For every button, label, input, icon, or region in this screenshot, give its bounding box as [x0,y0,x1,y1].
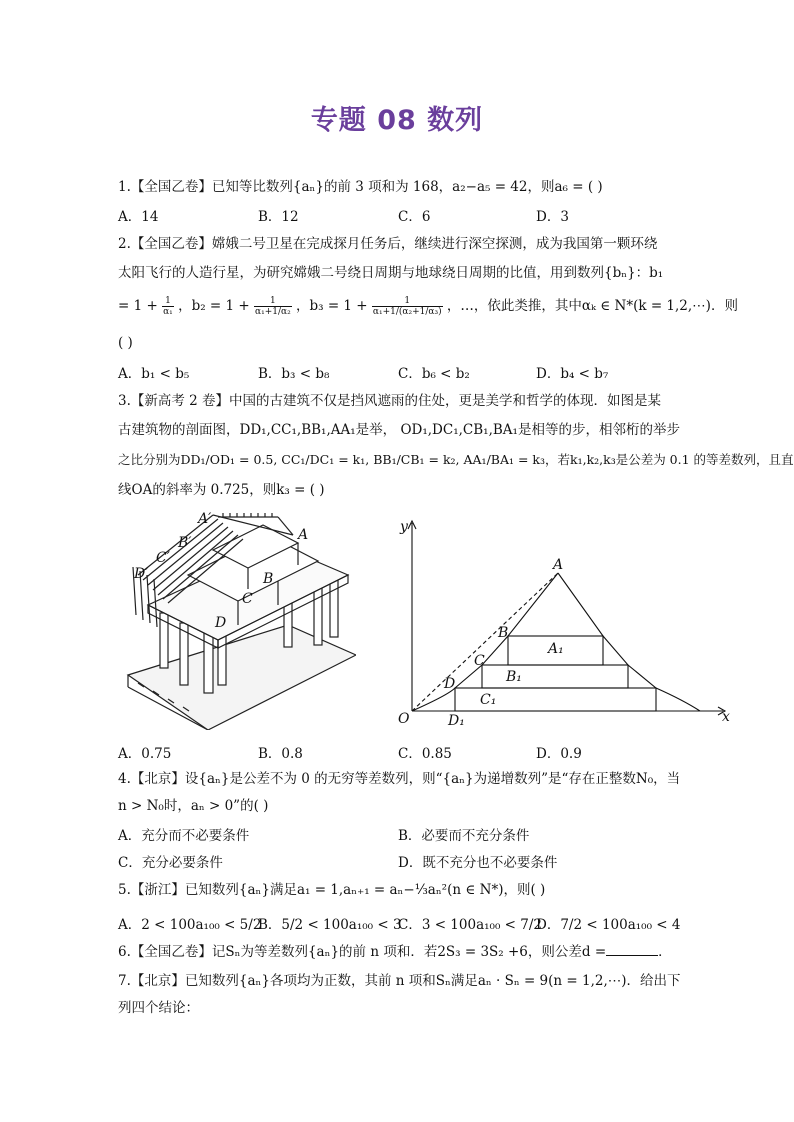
fig-right-label-a: A [553,557,564,573]
q7-line-1: 7.【北京】已知数列{aₙ}各项均为正数，其前 n 项和Sₙ满足aₙ · Sₙ = 9(n = 1,2,⋯)．给出下 [118,973,681,989]
q6-tail: ． [658,944,672,960]
q4-line-1: 4.【北京】设{aₙ}是公差不为 0 的无穷等差数列，则“{aₙ}为递增数列”是“存在正整数N₀，当 [118,771,681,787]
q6-stem: 6.【全国乙卷】记Sₙ为等差数列{aₙ}的前 n 项和．若2S₃ = 3S₂ +6，则公差d = [118,944,607,960]
q3-option-b: B．0.8 [258,746,303,762]
q3-option-d: D．0.9 [536,746,582,762]
q3-line-1: 3.【新高考 2 卷】中国的古建筑不仅是挡风遮雨的住处，更是美学和哲学的体现．如图是某 [118,393,662,409]
q2-line-1: 2.【全国乙卷】嫦娥二号卫星在完成探月任务后，继续进行深空探测，成为我国第一颗环绕 [118,236,658,252]
q3-line-3: 之比分别为DD₁/OD₁ = 0.5, CC₁/DC₁ = k₁, BB₁/CB₁ = k₂, AA₁/BA₁ = k₃，若k₁,k₂,k₃是公差为 0.1 的等差数列，且直 [118,452,794,467]
q2-option-d: D．b₄ < b₇ [536,366,609,382]
q4-option-c: C．充分必要条件 [118,855,223,871]
q4-option-a: A．充分而不必要条件 [118,828,250,844]
fig-right-label-b1: B₁ [506,669,522,685]
q6-line [118,943,678,961]
q1-option-c: C．6 [398,209,431,225]
fig-right-label-x: x [722,709,730,725]
fig-left-label-a-prime: A′ [198,511,212,527]
q4-option-d: D．既不充分也不必要条件 [398,855,558,871]
q3-option-c: C．0.85 [398,746,452,762]
fig-right-label-o: O [398,711,410,727]
q2-line-4: ( ) [118,335,133,351]
fig-right-label-d1: D₁ [448,713,465,729]
building-section-figure [118,505,356,730]
q5-option-c: C．3 < 100a₁₀₀ < 7/2 [398,917,542,933]
fig-left-label-c-prime: C′ [156,550,170,566]
fig-right-label-c1: C₁ [480,692,497,708]
q6-answer-blank[interactable] [606,943,658,956]
q5-option-d: D．7/2 < 100a₁₀₀ < 4 [536,917,681,933]
q3-line-4: 线OA的斜率为 0.725，则k₃ = ( ) [118,482,325,498]
q5-option-a: A．2 < 100a₁₀₀ < 5/2 [118,917,262,933]
q2-b3-fraction: $\frac{1}{\text{α₁+1/(α₂+1/α₃)}}$ [372,296,442,317]
q2-option-c: C．b₆ < b₂ [398,366,470,382]
q2-line-2: 太阳飞行的人造行星，为研究嫦娥二号绕日周期与地球绕日周期的比值，用到数列{bₙ}：b₁ [118,265,664,281]
q2-b1-fraction: $\frac{1}{\text{α₁}}$ [163,296,173,317]
q2-b1-prefix: = 1 + [118,298,158,314]
q2-line-3-tail: ，…，依此类推，其中αₖ ∈ N*(k = 1,2,⋯)．则 [446,298,738,314]
q4-option-b: B．必要而不充分条件 [398,828,530,844]
q2-option-a: A．b₁ < b₅ [118,366,190,382]
page-title: 专题 08 数列 [310,105,484,136]
fig-right-label-a1: A₁ [548,641,564,657]
q1-option-a: A．14 [118,209,159,225]
q2-line-3 [118,296,738,317]
fig-right-label-c: C [474,653,485,669]
q2-b3-prefix: ，b₃ = 1 + [295,298,368,314]
fig-right-label-y: y [400,519,408,535]
coordinate-diagram-figure [388,515,738,730]
q2-b2-prefix: ，b₂ = 1 + [178,298,250,314]
fig-left-label-b: B [263,571,274,587]
fig-right-label-b: B [498,625,509,641]
fig-left-label-c: C [242,591,253,607]
q4-line-2: n > N₀时，aₙ > 0”的( ) [118,798,269,814]
q2-b2-fraction: $\frac{1}{\text{α₁+1/α₂}}$ [255,296,291,317]
q1-stem: 1.【全国乙卷】已知等比数列{aₙ}的前 3 项和为 168，a₂−a₅ = 42，则a₆ = ( ) [118,179,603,195]
q3-option-a: A．0.75 [118,746,172,762]
fig-left-label-a: A [298,527,309,543]
q7-line-2: 列四个结论： [118,1000,199,1016]
q1-option-d: D．3 [536,209,569,225]
q1-option-b: B．12 [258,209,299,225]
q2-option-b: B．b₃ < b₈ [258,366,330,382]
q3-line-2: 古建筑物的剖面图，DD₁,CC₁,BB₁,AA₁是举， OD₁,DC₁,CB₁,BA₁是相等的步，相邻桁的举步 [118,422,680,438]
fig-left-label-b-prime: B′ [178,535,192,551]
fig-left-label-d-prime: D′ [134,566,149,582]
q5-stem: 5.【浙江】已知数列{aₙ}满足a₁ = 1,aₙ₊₁ = aₙ−⅓aₙ²(n ∈ N*)，则( ) [118,882,546,898]
q5-option-b: B．5/2 < 100a₁₀₀ < 3 [258,917,402,933]
fig-left-label-d: D [215,615,227,631]
fig-right-label-d: D [444,676,456,692]
